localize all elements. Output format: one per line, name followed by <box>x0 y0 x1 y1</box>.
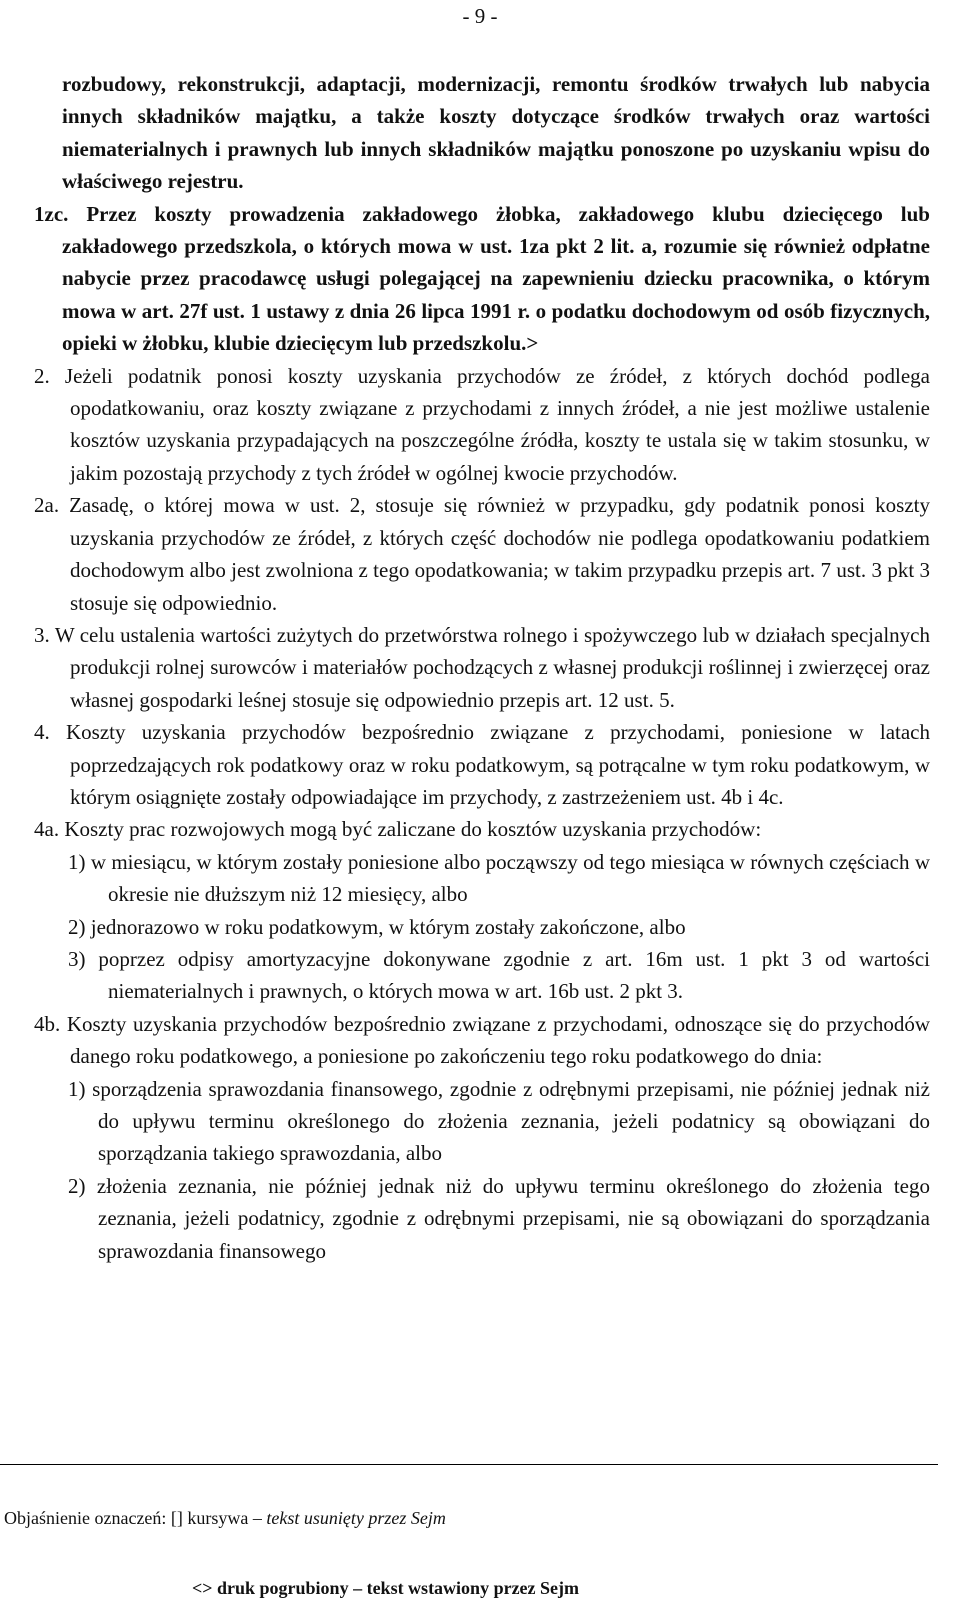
paragraph-4b: 4b. Koszty uzyskania przychodów bezpośrednio związane z przychodami, odnoszące się do przychodów danego roku podatkowego, a poniesione po zakończeniu tego roku podatkowego do dnia: <box>34 1011 930 1069</box>
paragraph-2a: 2a. Zasadę, o której mowa w ust. 2, stosuje się również w przypadku, gdy podatnik ponosi koszty uzyskania przychodów ze źródeł, z których część dochodów nie podlega opodatkowaniu podatkiem dochodowym albo jest zwolniona z tego opodatkowania; w takim przypadku przepis art. 7 ust. 3 pkt 3 stosuje się odpowiednio. <box>34 493 930 615</box>
list-item: 2) jednorazowo w roku podatkowym, w którym zostały zakończone, albo <box>68 914 686 939</box>
paragraph-4: 4. Koszty uzyskania przychodów bezpośrednio związane z przychodami, poniesione w latach poprzedzających rok podatkowy oraz w roku podatkowym, są potrącalne w tym roku podatkowym, w którym osiągnięte zostały odpowiadające im przychody, z zastrzeżeniem ust. 4b i 4c. <box>34 720 930 809</box>
inserted-text-block: rozbudowy, rekonstrukcji, adaptacji, modernizacji, remontu środków trwałych lub nabycia innych składników majątku, a także koszty dotyczące środków trwałych oraz wartości niematerialnych i prawnych lub innych składników majątku ponoszone po uzyskaniu wpisu do właściwego rejestru. <box>62 72 930 194</box>
list-item: 1) w miesiącu, w którym zostały poniesione albo począwszy od tego miesiąca w równych częściach w okresie nie dłuższym niż 12 miesięcy, albo <box>68 849 930 907</box>
list-item: 3) poprzez odpisy amortyzacyjne dokonywane zgodnie z art. 16m ust. 1 pkt 3 od wartości niematerialnych i prawnych, o których mowa w art. 16b ust. 2 pkt 3. <box>68 946 930 1004</box>
paragraph-3: 3. W celu ustalenia wartości zużytych do przetwórstwa rolnego i spożywczego lub w działach specjalnych produkcji rolnej surowców i materiałów pochodzących z własnej produkcji roślinnej i zwierzęcej oraz własnej gospodarki leśnej stosuje się odpowiednio przepis art. 12 ust. 5. <box>34 622 930 712</box>
document-body <box>34 68 930 1267</box>
footer-divider <box>0 1464 938 1465</box>
legend-italic-text: tekst usunięty przez Sejm <box>266 1508 446 1528</box>
footer-legend <box>4 1508 960 1529</box>
list-item: 2) złożenia zeznania, nie później jednak niż do upływu terminu określonego do złożenia tego zeznania, jeżeli podatnicy, zgodnie z odrębnymi przepisami, nie są obowiązani do sporządzania sprawozdania finansowego <box>68 1173 930 1263</box>
footer-bold-legend: <> druk pogrubiony – tekst wstawiony przez Sejm <box>192 1578 580 1598</box>
page-number: - 9 - <box>462 4 498 28</box>
legend-label: Objaśnienie oznaczeń: <box>4 1508 167 1528</box>
paragraph-4a: 4a. Koszty prac rozwojowych mogą być zaliczane do kosztów uzyskania przychodów: <box>34 817 762 842</box>
paragraph-1zc: 1zc. Przez koszty prowadzenia zakładowego żłobka, zakładowego klubu dziecięcego lub zakładowego przedszkola, o których mowa w ust. 1za pkt 2 lit. a, rozumie się również odpłatne nabycie przez pracodawcę usługi polegającej na zapewnieniu dziecku pracownika, o którym mowa w art. 27f ust. 1 ustawy z dnia 26 lipca 1991 r. o podatku dochodowym od osób fizycznych, opieki w żłobku, klubie dziecięcym lub przedszkolu.> <box>34 201 930 356</box>
legend-brackets: [] kursywa – <box>166 1508 267 1528</box>
list-item: 1) sporządzenia sprawozdania finansowego, zgodnie z odrębnymi przepisami, nie później jednak niż do upływu terminu określonego do złożenia zeznania, jeżeli podatnicy są obowiązani do sporządzania takiego sprawozdania, albo <box>68 1076 930 1166</box>
paragraph-2: 2. Jeżeli podatnik ponosi koszty uzyskania przychodów ze źródeł, z których dochód podlega opodatkowaniu, oraz koszty związane z przychodami z innych źródeł, a nie jest możliwe ustalenie kosztów uzyskania przypadających na poszczególne źródła, koszty te ustala się w takim stosunku, w jakim pozostają przychody z tych źródeł w ogólnej kwocie przychodów. <box>34 363 930 485</box>
